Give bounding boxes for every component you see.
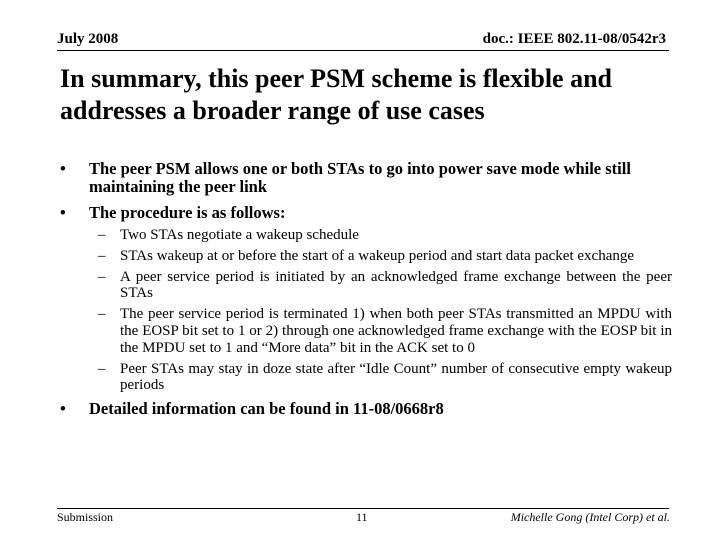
slide-title-line-2: addresses a broader range of use cases (60, 96, 485, 125)
sub-bullet-text: The peer service period is terminated 1) when both peer STAs transmitted an MPDU with the EOSP bit set to 1 or 2) through one acknowledged frame exchange with the EOSP bit in the MPDU set to 1 and “More data” bit in the ACK set to 0 (120, 306, 672, 356)
header-divider (57, 50, 669, 51)
sub-bullet-text: Peer STAs may stay in doze state after “Idle Count” number of consecutive empty wakeup periods (120, 360, 672, 394)
bullet-text: The procedure is as follows: (89, 203, 286, 222)
bullet-text: The peer PSM allows one or both STAs to go into power save mode while still maintaining the peer link (89, 159, 631, 196)
bullet-marker: • (60, 159, 66, 178)
footer-author: Michelle Gong (Intel Corp) et al. (510, 510, 670, 524)
header-doc-id: doc.: IEEE 802.11-08/0542r3 (482, 31, 666, 47)
slide-title-line-1: In summary, this peer PSM scheme is flexible and (60, 64, 613, 93)
bullet-list (60, 160, 672, 418)
header-date: July 2008 (57, 31, 119, 47)
bullet-text: Detailed information can be found in 11-08/0668r8 (89, 399, 444, 419)
bullet-item (60, 160, 672, 196)
sub-bullet-marker: – (98, 306, 106, 323)
sub-bullet-item (60, 227, 672, 244)
sub-bullet-item (60, 306, 672, 356)
footer-divider (57, 508, 669, 509)
bullet-item (60, 400, 672, 418)
sub-bullet-marker: – (98, 360, 106, 377)
bullet-marker: • (60, 203, 66, 222)
sub-bullet-marker: – (98, 227, 106, 243)
bullet-marker: • (60, 399, 66, 419)
sub-bullet-item (60, 248, 672, 265)
sub-bullet-text: Two STAs negotiate a wakeup schedule (120, 227, 359, 243)
sub-bullet-text: A peer service period is initiated by an acknowledged frame exchange between the peer STAs (120, 268, 672, 302)
footer-page-number: 11 (356, 510, 368, 524)
footer-submission: Submission (57, 510, 114, 524)
sub-bullet-item (60, 269, 672, 303)
sub-bullet-item (60, 361, 672, 395)
sub-bullet-marker: – (98, 247, 106, 264)
sub-bullet-marker: – (98, 268, 106, 285)
slide-title (60, 63, 690, 127)
sub-bullet-text: STAs wakeup at or before the start of a wakeup period and start data packet exchange (120, 247, 635, 264)
bullet-item (60, 204, 672, 222)
